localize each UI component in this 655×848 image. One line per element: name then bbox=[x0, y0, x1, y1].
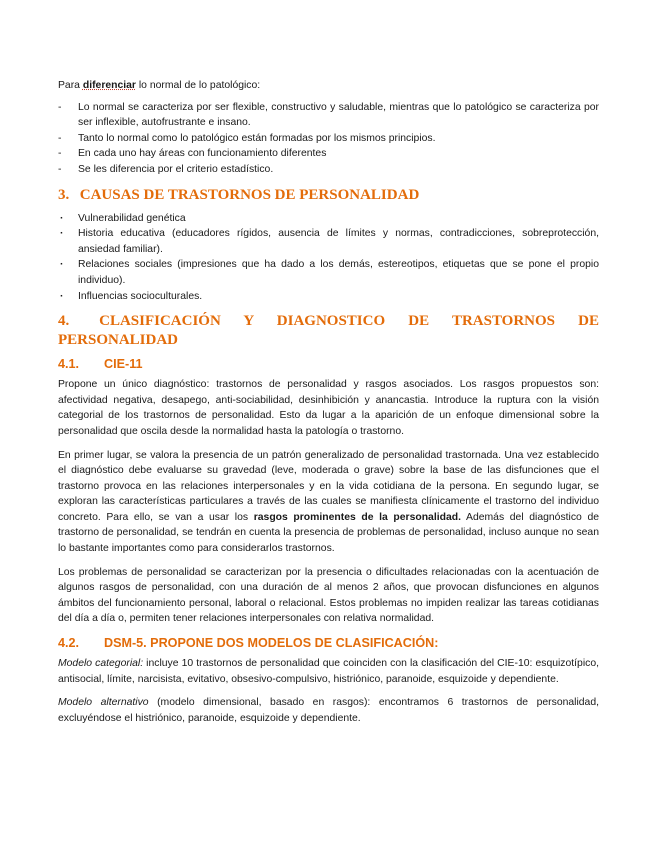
model-label: Modelo categorial: bbox=[58, 658, 144, 670]
paragraph bbox=[58, 695, 599, 726]
causes-list bbox=[58, 211, 599, 305]
section-4-heading bbox=[58, 312, 599, 350]
model-label: Modelo alternativo bbox=[58, 697, 149, 709]
paragraph-text: incluye 10 trastornos de personalidad que coinciden con la clasificación del CIE-10: esquizotípico, antisocial, límite, narcisista, evitativo, obsesivo-compulsivo, histriónico, paranoide, esquizoide y dependiente. bbox=[58, 658, 600, 685]
paragraph: Los problemas de personalidad se caracterizan por la presencia o dificultades relacionadas con la acentuación de algunos rasgos de personalidad, con una duración de al menos 2 años, que provocan disfunciones en algunos ámbitos del funcionamiento personal, laboral o relacional. Estos problemas no impiden realizar las tareas cotidianas del día a día o, permiten tener relaciones interpersonales con relativa normalidad. bbox=[58, 566, 599, 625]
list-item: - En cada uno hay áreas con funcionamiento diferentes bbox=[58, 146, 599, 162]
paragraph bbox=[58, 656, 599, 687]
section-4-number: 4. bbox=[58, 313, 70, 330]
intro-prefix: Para bbox=[58, 80, 83, 91]
paragraph bbox=[58, 448, 599, 557]
list-item: - Lo normal se caracteriza por ser flexible, constructivo y saludable, mientras que lo patológico se caracteriza por ser inflexible, autofrustrante e insano. bbox=[58, 100, 599, 131]
paragraph-text: Además del diagnóstico de trastorno de personalidad, se tendrán en cuenta la presencia de problemas de personalidad, incluso aunque no sean lo bastante importantes como para considerarlos trastornos. bbox=[58, 511, 599, 555]
bold-phrase: rasgos prominentes de la personalidad. bbox=[253, 511, 461, 523]
list-item: - Tanto lo normal como lo patológico están formadas por los mismos principios. bbox=[58, 131, 599, 147]
section-4-title: CLASIFICACIÓN Y DIAGNOSTICO DE TRASTORNOS DE PERSONALIDAD bbox=[58, 313, 599, 349]
intro-line bbox=[58, 78, 599, 94]
intro-suffix: lo normal de lo patológico: bbox=[135, 80, 261, 91]
paragraph-text: (modelo dimensional, basado en rasgos): encontramos 6 trastornos de personalidad, excluyéndose el histriónico, paranoide, esquizoide y dependiente. bbox=[58, 697, 599, 724]
section-4-1-title: CIE-11 bbox=[104, 357, 143, 372]
section-3-title: CAUSAS DE TRASTORNOS DE PERSONALIDAD bbox=[79, 186, 420, 203]
list-item: - Se les diferencia por el criterio estadístico. bbox=[58, 162, 599, 178]
intro-bold-word: diferenciar bbox=[82, 80, 136, 91]
section-3-heading bbox=[58, 186, 599, 205]
list-item: · Relaciones sociales (impresiones que ha dado a los demás, estereotipos, etiquetas que se pone el propio individuo). bbox=[58, 257, 599, 288]
list-item: · Historia educativa (educadores rígidos, ausencia de límites y normas, contradicciones, sobreprotección, ansiedad familiar). bbox=[58, 226, 599, 257]
list-item: · Vulnerabilidad genética bbox=[58, 211, 599, 227]
difference-list bbox=[58, 100, 599, 178]
section-4-1-number: 4.1. bbox=[58, 357, 80, 372]
list-item: · Influencias socioculturales. bbox=[58, 289, 599, 305]
section-4-2-number: 4.2. bbox=[58, 636, 80, 651]
section-4-2-title: DSM-5. PROPONE DOS MODELOS DE CLASIFICACIÓN: bbox=[104, 636, 439, 651]
section-4-2-heading bbox=[58, 635, 599, 652]
paragraph: Propone un único diagnóstico: trastornos de personalidad y rasgos asociados. Los rasgos propuestos son: afectividad negativa, desapego, anti-sociabilidad, desinhibición y anancastia. Introduce la ruptura con la visión categorial de los trastornos de personalidad. Esto da lugar a la aparición de un enfoque dimensional sobre la personalidad que oscila desde la normalidad hasta la patología o trastorno. bbox=[58, 379, 599, 437]
section-4-1-heading bbox=[58, 356, 599, 373]
paragraph-text: En primer lugar, se valora la presencia de un patrón generalizado de personalidad trastornada. Una vez establecido el diagnóstico debe evaluarse su gravedad (leve, moderada o grave) sobre la base de las disfunciones que el trastorno provoca en las relaciones interpersonales y en la vida cotidiana de la persona. En segundo lugar, se exploran las características particulares a través de las cuales se manifiesta clínicamente el trastorno del individuo concreto. Para ello, se van a usar los bbox=[58, 449, 599, 523]
section-3-number: 3. bbox=[58, 186, 70, 203]
